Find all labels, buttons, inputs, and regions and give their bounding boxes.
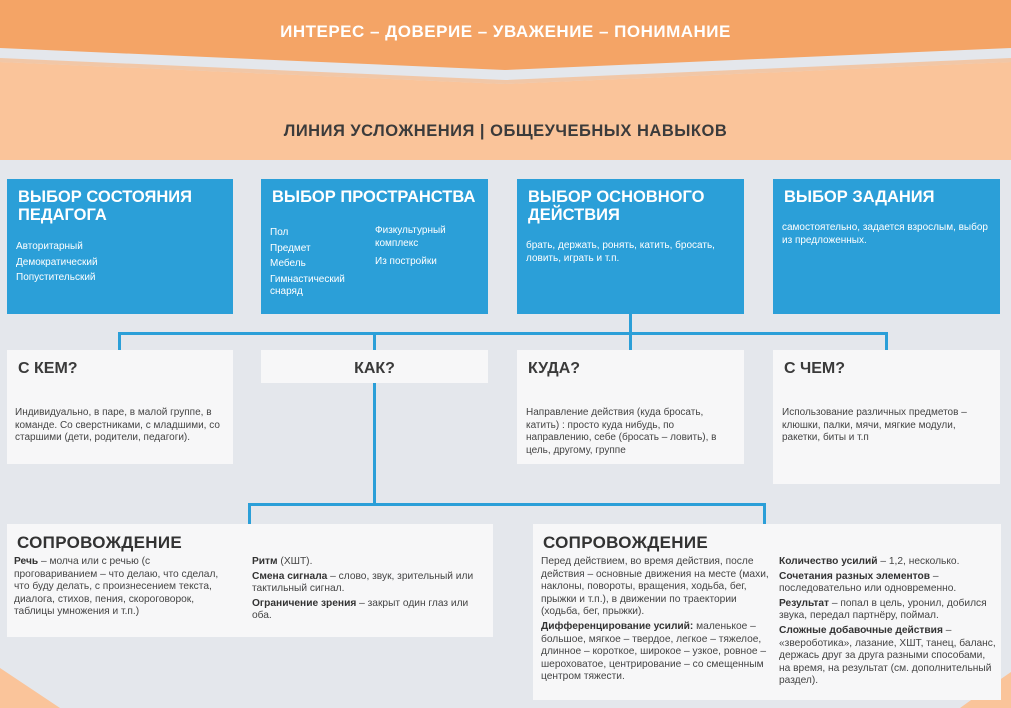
connector [373, 332, 376, 350]
box-where [517, 350, 744, 464]
box-main-action [517, 179, 744, 314]
box-title: КУДА? [528, 360, 581, 377]
description: (ХШТ). [277, 556, 313, 567]
support-paragraph [252, 556, 484, 569]
box-with-whom [7, 350, 233, 464]
connector [118, 332, 888, 335]
term: Речь [14, 556, 39, 567]
box-title: СОПРОВОЖДЕНИЕ [17, 533, 183, 552]
box-how [261, 350, 488, 383]
support-right-col1 [541, 556, 769, 686]
box-title: С КЕМ? [18, 360, 78, 377]
support-paragraph [779, 598, 997, 623]
term: Смена сигнала [252, 570, 328, 582]
space-list-2 [375, 225, 475, 269]
state-list [16, 239, 98, 286]
support-paragraph [14, 556, 236, 619]
term: Дифференцирование усилий: [541, 620, 694, 632]
task-text: самостоятельно, задается взрослым, выбор из предложенных. [782, 222, 988, 246]
list-item: Пол [270, 227, 289, 238]
term: Результат [779, 597, 830, 609]
box-title: СОПРОВОЖДЕНИЕ [543, 533, 709, 552]
bottom-corner-shape [0, 668, 60, 708]
connector [118, 332, 121, 350]
with-whom-text: Индивидуально, в паре, в малой группе, в команде. Со сверстниками, с младшими, со старшими (дети, родители, педагоги). [15, 407, 220, 443]
box-space [261, 179, 488, 314]
list-item: Попустительский [16, 272, 96, 283]
description: маленькое – большое, мягкое – твердое, легкое – тяжелое, длинное – короткое, широкое – узкое, ровное –шероховатое, центрирование – со смещенным центром тяжести. [541, 620, 767, 683]
box-title: ВЫБОР ОСНОВНОГО ДЕЙСТВИЯ [528, 188, 705, 224]
box-teacher-state [7, 179, 233, 314]
second-banner-shape [0, 62, 1011, 160]
support-paragraph [252, 598, 484, 623]
description: – попал в цель, уронил, добился звука, передал партнёру, поймал. [779, 597, 987, 622]
header-values-line: ИНТЕРЕС – ДОВЕРИЕ – УВАЖЕНИЕ – ПОНИМАНИЕ [280, 22, 731, 41]
support-paragraph [541, 556, 769, 619]
term: Количество усилий [779, 556, 878, 567]
box-title: ВЫБОР ЗАДАНИЯ [784, 188, 935, 206]
list-item: Мебель [270, 258, 306, 269]
description: – закрыт один глаз или оба. [252, 597, 469, 622]
action-text: брать, держать, ронять, катить, бросать, ловить, играть и т.п. [526, 240, 715, 264]
description: – молча или с речью (с проговариванием – что делаю, что сделал, что буду делать, с произнесением текста, диалога, стихов, пения, скороговорок, таблицы умножения и т.п.) [14, 556, 219, 618]
list-item: Демократический [16, 256, 98, 268]
box-with-what [773, 350, 1000, 484]
connector [629, 314, 632, 334]
box-support-left [7, 524, 493, 637]
term: Ограничение зрения [252, 597, 357, 609]
list-item: Предмет [270, 242, 311, 254]
support-paragraph [252, 571, 484, 596]
box-support-right [533, 524, 1001, 700]
description: – «звероботика», лазание, ХШТ, танец, баланс, держась друг за друга разными способами, на время, на результат (см. дополнительный раздел). [779, 624, 996, 687]
description: – 1,2, несколько. [877, 556, 960, 567]
where-text: Направление действия (куда бросать, катить) : просто куда нибудь, по направлению, себе (бросать – ловить), в цель, другому, группе [526, 407, 717, 456]
list-item: Гимнастический снаряд [270, 273, 345, 297]
description: – последовательно или одновременно. [779, 570, 957, 595]
description: Перед действием, во время действия, после действия – основные движения на месте (махи, наклоны, повороты, вращения, ходьба, бег, прыжки и т.п.), в движении по траектории (ходьба, бег, прыжки). [541, 556, 769, 618]
box-title: С ЧЕМ? [784, 360, 846, 377]
support-paragraph [541, 621, 769, 684]
header-subtitle: ЛИНИЯ УСЛОЖНЕНИЯ | ОБЩЕУЧЕБНЫХ НАВЫКОВ [283, 122, 728, 140]
box-title: ВЫБОР СОСТОЯНИЯ ПЕДАГОГА [18, 188, 192, 224]
connector [248, 503, 251, 524]
box-title: КАК? [354, 360, 395, 377]
support-paragraph [779, 571, 997, 596]
box-title: ВЫБОР ПРОСТРАНСТВА [272, 188, 476, 206]
space-list-1 [270, 225, 365, 299]
connector [885, 332, 888, 350]
list-item: Авторитарный [16, 241, 83, 252]
list-item: Физкультурный комплекс [375, 225, 446, 249]
support-left-col2 [252, 556, 484, 625]
connector [373, 383, 376, 504]
term: Ритм [252, 556, 278, 567]
connector [629, 332, 632, 350]
description: – слово, звук, зрительный или тактильный сигнал. [252, 570, 474, 595]
connector [763, 503, 766, 524]
support-left-col1 [14, 556, 236, 621]
term: Сложные добавочные действия [779, 624, 943, 636]
support-paragraph [779, 625, 997, 688]
connector [248, 503, 766, 506]
box-task [773, 179, 1000, 314]
support-paragraph [779, 556, 997, 569]
with-what-text: Использование различных предметов – клюшки, палки, мячи, мягкие модули, ракетки, биты и т.п [782, 407, 967, 443]
term: Сочетания разных элементов [779, 570, 930, 582]
list-item: Из постройки [375, 256, 437, 267]
support-right-col2 [779, 556, 997, 690]
